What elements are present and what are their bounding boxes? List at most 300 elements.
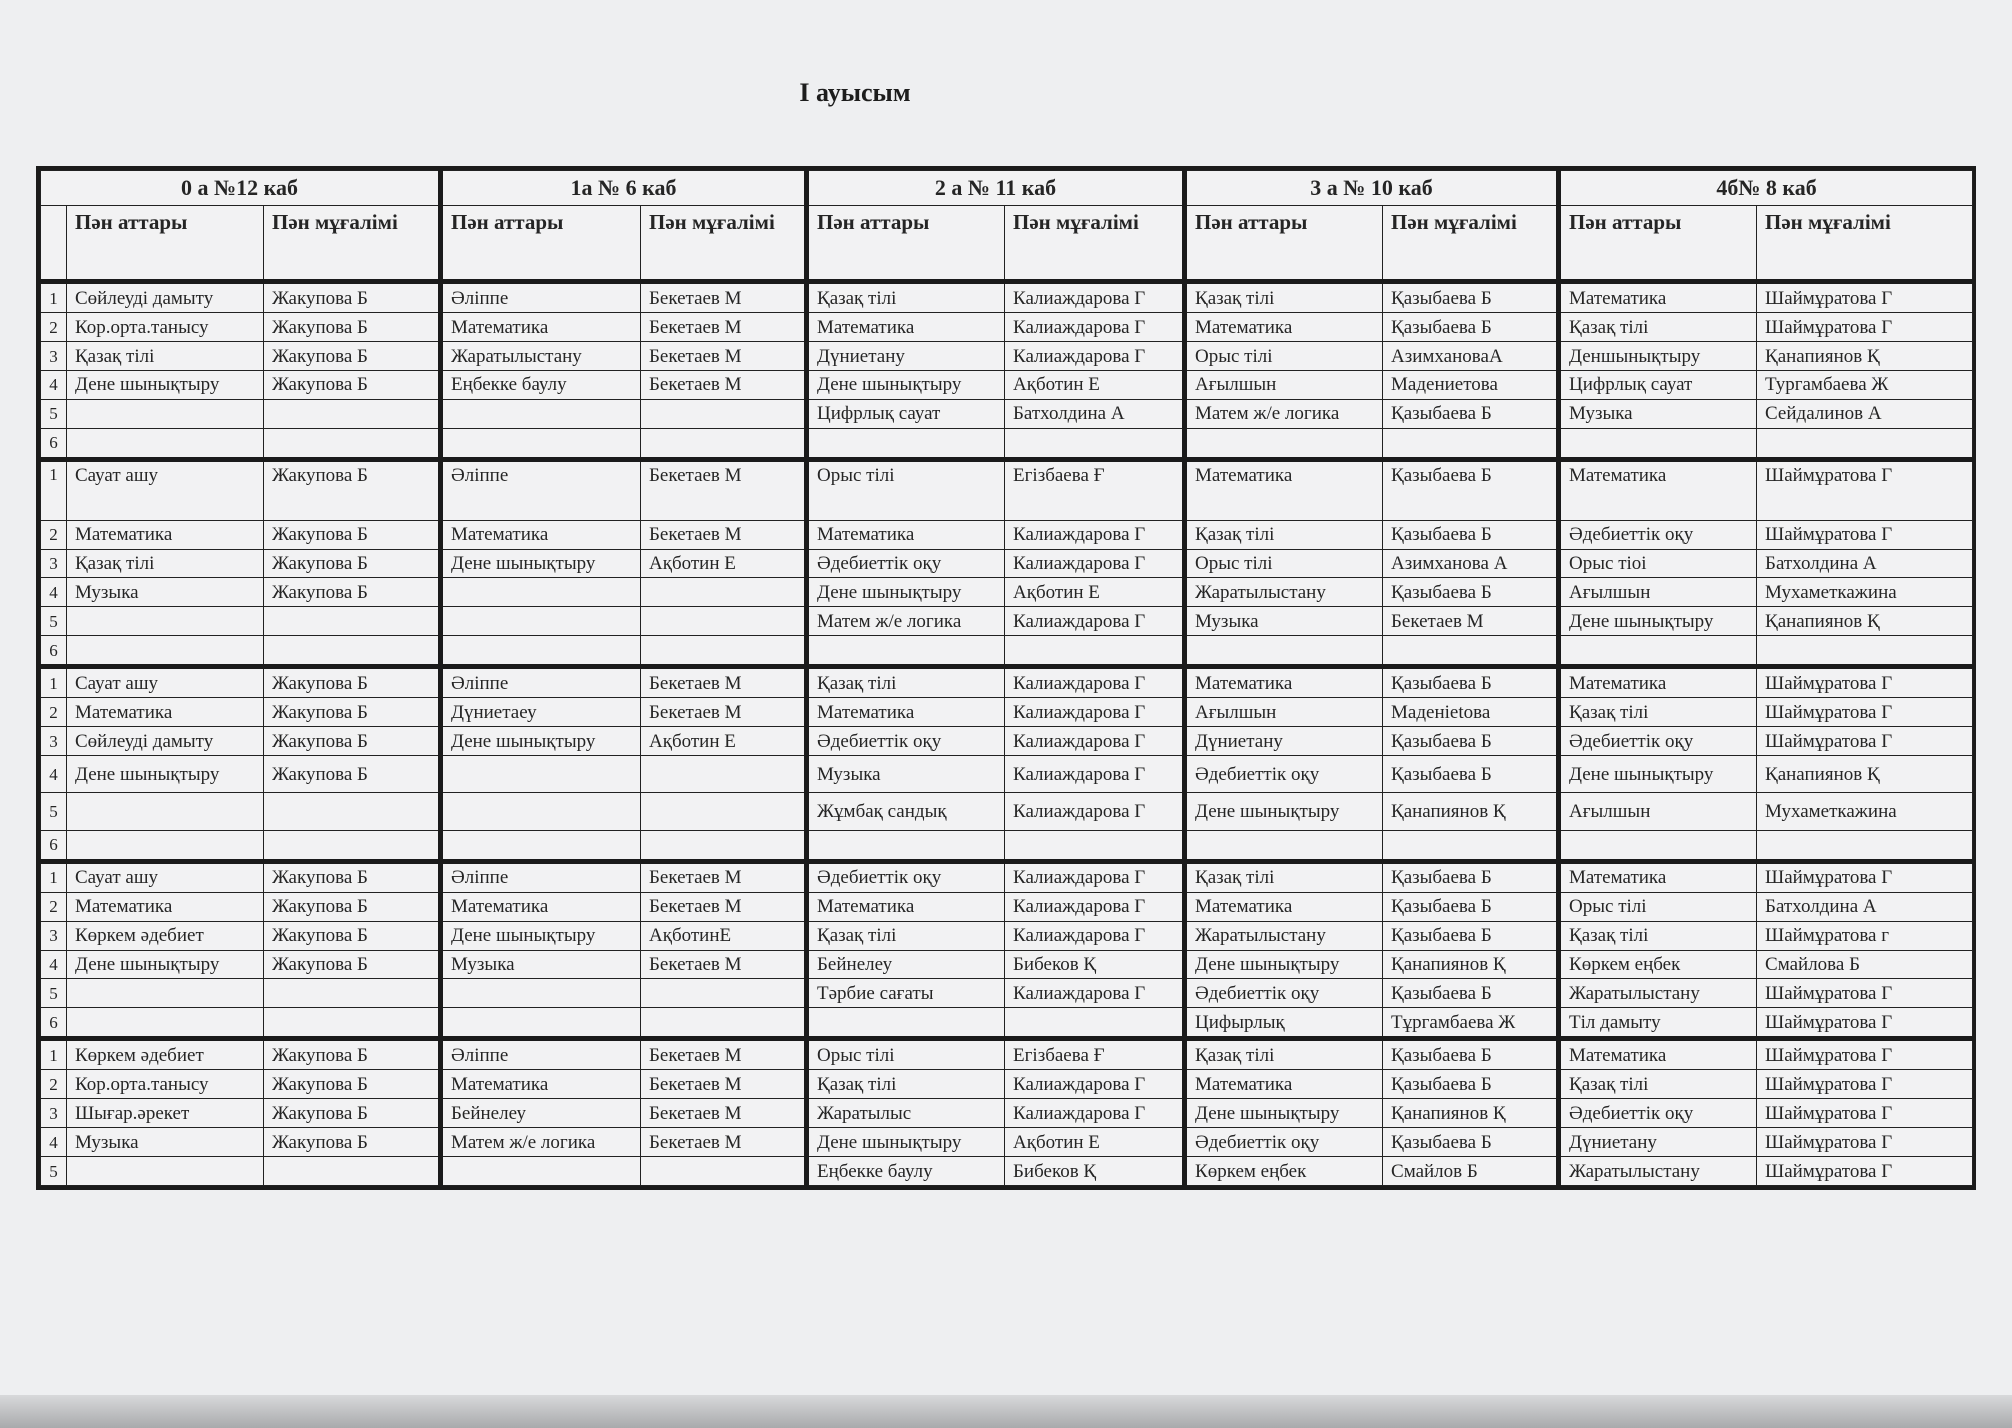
lesson-number: 4 [41, 950, 67, 979]
subject-cell: Қазақ тілі [1185, 520, 1383, 549]
teacher-cell [641, 399, 807, 428]
lesson-number: 4 [41, 1128, 67, 1157]
teacher-cell: Қазыбаева Б [1383, 459, 1559, 520]
subject-cell: Еңбекке баулу [807, 1157, 1005, 1186]
class-header: 4б№ 8 каб [1559, 171, 1973, 206]
subject-cell: Дене шынықтыру [67, 370, 264, 399]
teacher-cell: Қанапиянов Қ [1383, 793, 1559, 830]
subject-cell: Әліппе [441, 1039, 641, 1070]
subject-cell: Жұмбақ сандық [807, 793, 1005, 830]
teacher-cell [264, 1157, 441, 1186]
lesson-number: 5 [41, 1157, 67, 1186]
subject-cell: Математика [807, 698, 1005, 727]
subject-cell: Әдебиеттік оқу [1185, 979, 1383, 1008]
subject-cell: Көркем әдебиет [67, 1039, 264, 1070]
teacher-cell: Қазыбаева Б [1383, 979, 1559, 1008]
class-header-row [41, 171, 1973, 206]
lesson-number: 3 [41, 1099, 67, 1128]
timetable-grid [40, 170, 1973, 1186]
subject-cell [441, 830, 641, 861]
table-row [41, 1128, 1973, 1157]
teacher-cell: Шаймұратова Г [1757, 1128, 1973, 1157]
teacher-cell: Қанапиянов Қ [1383, 950, 1559, 979]
subject-cell [441, 636, 641, 667]
teacher-cell [641, 979, 807, 1008]
teacher-cell: Жакупова Б [264, 549, 441, 578]
subject-cell: Әдебиеттік оқу [1185, 1128, 1383, 1157]
teacher-cell: Калиаждарова Г [1005, 342, 1185, 371]
teacher-cell: Ақботин Е [641, 727, 807, 756]
subject-cell [807, 830, 1005, 861]
teacher-cell: Қазыбаева Б [1383, 520, 1559, 549]
teacher-cell: Жакупова Б [264, 950, 441, 979]
subject-cell: Сөйлеуді дамыту [67, 282, 264, 313]
lesson-number: 5 [41, 793, 67, 830]
subject-cell: Музыка [67, 578, 264, 607]
teacher-cell: Тұргамбаева Ж [1383, 1008, 1559, 1039]
subject-cell [441, 793, 641, 830]
teacher-cell [641, 830, 807, 861]
lesson-number: 3 [41, 921, 67, 950]
teacher-cell: Калиаждарова Г [1005, 979, 1185, 1008]
subject-cell: Музыка [1185, 607, 1383, 636]
subject-cell [807, 1008, 1005, 1039]
teacher-cell: Азимханова А [1383, 549, 1559, 578]
class-header: 0 а №12 каб [41, 171, 441, 206]
teacher-cell: Шаймұратова Г [1757, 520, 1973, 549]
subject-cell: Орыс тілі [1559, 892, 1757, 921]
lesson-number: 2 [41, 313, 67, 342]
teacher-cell: Шаймұратова г [1757, 921, 1973, 950]
teacher-cell: Калиаждарова Г [1005, 1099, 1185, 1128]
table-row [41, 921, 1973, 950]
teacher-cell: Жакупова Б [264, 698, 441, 727]
teacher-cell: Жакупова Б [264, 861, 441, 892]
teacher-cell: Батхолдина А [1757, 892, 1973, 921]
class-header: 3 а № 10 каб [1185, 171, 1559, 206]
teacher-cell: Қазыбаева Б [1383, 921, 1559, 950]
subject-cell: Қазақ тілі [1559, 313, 1757, 342]
table-row [41, 313, 1973, 342]
subject-cell: Қазақ тілі [1559, 921, 1757, 950]
teacher-cell: Жакупова Б [264, 282, 441, 313]
teacher-cell: Жакупова Б [264, 1070, 441, 1099]
teacher-cell: Калиаждарова Г [1005, 861, 1185, 892]
teacher-header: Пән мұғалімі [1005, 206, 1185, 282]
subject-cell: Ағылшын [1185, 370, 1383, 399]
subject-cell: Дене шынықтыру [807, 1128, 1005, 1157]
teacher-cell: Шаймұратова Г [1757, 459, 1973, 520]
teacher-cell: Қанапиянов Қ [1383, 1099, 1559, 1128]
subject-cell [441, 755, 641, 792]
table-row [41, 1157, 1973, 1186]
subject-cell: Математика [441, 892, 641, 921]
subject-header: Пән аттары [1185, 206, 1383, 282]
teacher-cell: Бекетаев М [641, 1099, 807, 1128]
subject-cell [441, 1008, 641, 1039]
lesson-number: 3 [41, 727, 67, 756]
subject-cell [441, 399, 641, 428]
teacher-cell: Бибеков Қ [1005, 1157, 1185, 1186]
subject-cell [67, 1157, 264, 1186]
lesson-number: 2 [41, 698, 67, 727]
subject-cell: Математика [1185, 459, 1383, 520]
subject-cell: Қазақ тілі [807, 921, 1005, 950]
table-row [41, 428, 1973, 459]
teacher-cell: Бекетаев М [641, 950, 807, 979]
teacher-cell: Қанапиянов Қ [1757, 342, 1973, 371]
subject-cell: Жаратылыс [807, 1099, 1005, 1128]
teacher-cell: Батхолдина А [1757, 549, 1973, 578]
class-header: 1а № 6 каб [441, 171, 807, 206]
teacher-cell: Жакупова Б [264, 755, 441, 792]
teacher-cell: Қазыбаева Б [1383, 1128, 1559, 1157]
teacher-cell: Мухаметкажина [1757, 578, 1973, 607]
teacher-cell: Қазыбаева Б [1383, 1039, 1559, 1070]
teacher-header: Пән мұғалімі [1757, 206, 1973, 282]
subject-cell: Көркем әдебиет [67, 921, 264, 950]
teacher-cell: Қазыбаева Б [1383, 667, 1559, 698]
subject-cell: Математика [1185, 1070, 1383, 1099]
teacher-cell: Бекетаев М [641, 313, 807, 342]
table-row [41, 950, 1973, 979]
teacher-header: Пән мұғалімі [641, 206, 807, 282]
teacher-cell [641, 636, 807, 667]
teacher-cell: Ақботин Е [1005, 370, 1185, 399]
table-row [41, 578, 1973, 607]
subject-cell: Көркем еңбек [1185, 1157, 1383, 1186]
teacher-cell: Бекетаев М [641, 1070, 807, 1099]
subject-cell: Әліппе [441, 459, 641, 520]
table-row [41, 979, 1973, 1008]
subject-cell: Деншынықтыру [1559, 342, 1757, 371]
subject-cell: Дене шынықтыру [441, 921, 641, 950]
teacher-cell: Қазыбаева Б [1383, 313, 1559, 342]
lesson-number: 1 [41, 282, 67, 313]
teacher-cell: Мухаметкажина [1757, 793, 1973, 830]
lesson-number: 1 [41, 1039, 67, 1070]
subject-cell [67, 399, 264, 428]
teacher-cell: Бекетаев М [641, 892, 807, 921]
subject-cell [67, 636, 264, 667]
subject-cell: Музыка [67, 1128, 264, 1157]
teacher-cell: Шаймұратова Г [1757, 1008, 1973, 1039]
subject-cell: Матем ж/е логика [441, 1128, 641, 1157]
teacher-cell [1383, 636, 1559, 667]
subject-cell: Қазақ тілі [1185, 861, 1383, 892]
subject-cell [67, 793, 264, 830]
subject-cell: Дүниетану [807, 342, 1005, 371]
teacher-cell [641, 1008, 807, 1039]
teacher-cell [264, 428, 441, 459]
teacher-cell: Жакупова Б [264, 459, 441, 520]
teacher-cell: Бекетаев М [641, 1128, 807, 1157]
teacher-cell: Шаймұратова Г [1757, 1039, 1973, 1070]
lesson-number: 2 [41, 520, 67, 549]
subject-cell: Әдебиеттік оқу [1559, 520, 1757, 549]
teacher-cell [1383, 428, 1559, 459]
teacher-cell: Қанапиянов Қ [1757, 607, 1973, 636]
teacher-cell [641, 793, 807, 830]
subject-cell: Матем ж/е логика [807, 607, 1005, 636]
teacher-cell: Жакупова Б [264, 1039, 441, 1070]
teacher-cell: Қазыбаева Б [1383, 1070, 1559, 1099]
subject-cell: Дене шынықтыру [441, 549, 641, 578]
table-row [41, 636, 1973, 667]
lesson-number: 3 [41, 549, 67, 578]
teacher-cell [1757, 636, 1973, 667]
subject-cell [1559, 636, 1757, 667]
subject-cell: Қазақ тілі [807, 667, 1005, 698]
subject-header: Пән аттары [441, 206, 641, 282]
teacher-cell: Жакупова Б [264, 667, 441, 698]
subject-cell: Жаратылыстану [1185, 578, 1383, 607]
subject-cell: Жаратылыстану [1559, 1157, 1757, 1186]
subject-cell: Дене шынықтыру [1185, 793, 1383, 830]
teacher-cell: Калиаждарова Г [1005, 698, 1185, 727]
subject-cell: Қазақ тілі [1559, 698, 1757, 727]
teacher-cell: Шаймұратова Г [1757, 861, 1973, 892]
subject-cell: Математика [1559, 667, 1757, 698]
table-row [41, 399, 1973, 428]
teacher-cell [641, 607, 807, 636]
lesson-number: 3 [41, 342, 67, 371]
teacher-cell: Бекетаев М [641, 861, 807, 892]
subject-cell: Математика [67, 520, 264, 549]
teacher-cell: Батхолдина А [1005, 399, 1185, 428]
lesson-number: 4 [41, 755, 67, 792]
subject-cell: Математика [1559, 282, 1757, 313]
teacher-cell [264, 830, 441, 861]
table-row [41, 1039, 1973, 1070]
teacher-cell: Бекетаев М [641, 698, 807, 727]
teacher-cell: Жакупова Б [264, 1128, 441, 1157]
subject-cell [441, 979, 641, 1008]
teacher-cell: Шаймұратова Г [1757, 727, 1973, 756]
table-row [41, 830, 1973, 861]
subject-cell: Қазақ тілі [1185, 282, 1383, 313]
teacher-cell [641, 755, 807, 792]
teacher-cell: Калиаждарова Г [1005, 549, 1185, 578]
table-row [41, 1070, 1973, 1099]
subject-cell: Қазақ тілі [1185, 1039, 1383, 1070]
subject-cell: Еңбекке баулу [441, 370, 641, 399]
subject-cell: Математика [807, 892, 1005, 921]
subject-cell: Цифрлық сауат [1559, 370, 1757, 399]
teacher-cell: Маденietова [1383, 698, 1559, 727]
table-row [41, 520, 1973, 549]
subject-cell: Жаратылыстану [1185, 921, 1383, 950]
subject-cell: Орыс тілі [1185, 549, 1383, 578]
teacher-cell: Жакупова Б [264, 892, 441, 921]
teacher-cell: Жакупова Б [264, 578, 441, 607]
subject-cell [441, 578, 641, 607]
teacher-cell: Шаймұратова Г [1757, 1070, 1973, 1099]
subject-cell: Шығар.әрекет [67, 1099, 264, 1128]
subject-cell: Әдебиеттік оқу [1185, 755, 1383, 792]
subject-cell: Дене шынықтыру [67, 950, 264, 979]
subject-cell: Тіл дамыту [1559, 1008, 1757, 1039]
subject-cell: Дене шынықтыру [1559, 755, 1757, 792]
teacher-cell: Ақботин Е [1005, 578, 1185, 607]
subject-cell: Қазақ тілі [67, 549, 264, 578]
lesson-number: 6 [41, 830, 67, 861]
table-row [41, 607, 1973, 636]
subject-cell: Математика [1185, 667, 1383, 698]
subject-cell: Әдебиеттік оқу [1559, 727, 1757, 756]
subject-cell: Әдебиеттік оқу [1559, 1099, 1757, 1128]
subject-header: Пән аттары [1559, 206, 1757, 282]
subject-cell: Сауат ашу [67, 667, 264, 698]
subject-cell: Көркем еңбек [1559, 950, 1757, 979]
subject-cell: Әліппе [441, 667, 641, 698]
teacher-cell: Қазыбаева Б [1383, 861, 1559, 892]
lesson-number: 6 [41, 636, 67, 667]
subject-cell: Сөйлеуді дамыту [67, 727, 264, 756]
teacher-cell: Бекетаев М [641, 342, 807, 371]
teacher-cell: Шаймұратова Г [1757, 667, 1973, 698]
lesson-number: 1 [41, 861, 67, 892]
subject-cell: Музыка [807, 755, 1005, 792]
subject-cell [1185, 830, 1383, 861]
table-row [41, 727, 1973, 756]
table-row [41, 1099, 1973, 1128]
subject-cell: Әдебиеттік оқу [807, 549, 1005, 578]
subject-cell: Әдебиеттік оқу [807, 727, 1005, 756]
subject-cell [67, 607, 264, 636]
teacher-cell [1005, 428, 1185, 459]
teacher-cell [1757, 830, 1973, 861]
lesson-number: 2 [41, 892, 67, 921]
table-row [41, 282, 1973, 313]
subject-cell [67, 1008, 264, 1039]
teacher-cell: Бекетаев М [641, 520, 807, 549]
subject-cell: Ағылшын [1559, 578, 1757, 607]
teacher-cell [641, 428, 807, 459]
subject-cell: Бейнелеу [441, 1099, 641, 1128]
teacher-cell: АзимхановаА [1383, 342, 1559, 371]
subject-cell: Орыс тілі [807, 459, 1005, 520]
subject-cell: Дене шынықтыру [807, 578, 1005, 607]
subject-cell [67, 979, 264, 1008]
teacher-cell [1757, 428, 1973, 459]
subject-cell: Ағылшын [1185, 698, 1383, 727]
teacher-cell: Калиаждарова Г [1005, 313, 1185, 342]
teacher-cell: Бекетаев М [1383, 607, 1559, 636]
teacher-cell: Қазыбаева Б [1383, 578, 1559, 607]
subject-cell [67, 830, 264, 861]
subject-cell [807, 428, 1005, 459]
teacher-cell: Калиаждарова Г [1005, 892, 1185, 921]
teacher-cell: Калиаждарова Г [1005, 282, 1185, 313]
subject-cell: Қазақ тілі [807, 282, 1005, 313]
teacher-cell: Сейдалинов А [1757, 399, 1973, 428]
teacher-cell [641, 578, 807, 607]
column-header-row [41, 206, 1973, 282]
subject-cell: Дене шынықтыру [1185, 1099, 1383, 1128]
subject-cell: Әліппе [441, 861, 641, 892]
table-row [41, 667, 1973, 698]
teacher-cell: Калиаждарова Г [1005, 921, 1185, 950]
subject-cell: Ағылшын [1559, 793, 1757, 830]
subject-cell: Дүниетану [1185, 727, 1383, 756]
teacher-cell: Ақботин Е [1005, 1128, 1185, 1157]
subject-cell: Дене шынықтыру [1559, 607, 1757, 636]
subject-header: Пән аттары [807, 206, 1005, 282]
teacher-cell: Шаймұратова Г [1757, 313, 1973, 342]
teacher-cell: Қазыбаева Б [1383, 892, 1559, 921]
teacher-cell: Смайлов Б [1383, 1157, 1559, 1186]
table-row [41, 698, 1973, 727]
subject-cell: Орыс тіоі [1559, 549, 1757, 578]
subject-cell: Сауат ашу [67, 459, 264, 520]
subject-cell: Математика [807, 520, 1005, 549]
page-title: I ауысым [799, 78, 911, 107]
teacher-cell: Калиаждарова Г [1005, 793, 1185, 830]
subject-cell: Цифырлық [1185, 1008, 1383, 1039]
subject-cell: Математика [441, 1070, 641, 1099]
lesson-number: 5 [41, 979, 67, 1008]
subject-cell: Дүниетану [1559, 1128, 1757, 1157]
subject-cell: Математика [1559, 1039, 1757, 1070]
table-row [41, 549, 1973, 578]
subject-cell: Математика [441, 520, 641, 549]
subject-cell: Математика [441, 313, 641, 342]
subject-cell: Қазақ тілі [1559, 1070, 1757, 1099]
number-header [41, 206, 67, 282]
subject-cell: Кор.орта.танысу [67, 1070, 264, 1099]
subject-cell [807, 636, 1005, 667]
subject-cell: Дене шынықтыру [67, 755, 264, 792]
table-row [41, 459, 1973, 520]
teacher-cell: Жакупова Б [264, 520, 441, 549]
subject-cell [441, 1157, 641, 1186]
lesson-number: 6 [41, 1008, 67, 1039]
table-row [41, 1008, 1973, 1039]
subject-cell: Цифрлық сауат [807, 399, 1005, 428]
teacher-cell: Қазыбаева Б [1383, 755, 1559, 792]
teacher-cell: Мадениетова [1383, 370, 1559, 399]
teacher-cell: Бекетаев М [641, 370, 807, 399]
subject-cell: Музыка [1559, 399, 1757, 428]
teacher-cell [264, 399, 441, 428]
teacher-cell [1005, 636, 1185, 667]
subject-header: Пән аттары [67, 206, 264, 282]
lesson-number: 2 [41, 1070, 67, 1099]
teacher-cell: Калиаждарова Г [1005, 607, 1185, 636]
subject-cell: Математика [1185, 313, 1383, 342]
subject-cell: Математика [67, 698, 264, 727]
lesson-number: 1 [41, 667, 67, 698]
teacher-cell [264, 636, 441, 667]
teacher-cell: Калиаждарова Г [1005, 1070, 1185, 1099]
table-row [41, 342, 1973, 371]
teacher-cell: Жакупова Б [264, 921, 441, 950]
subject-cell: Математика [807, 313, 1005, 342]
table-row [41, 755, 1973, 792]
timetable [36, 166, 1976, 1190]
teacher-cell: Шаймұратова Г [1757, 698, 1973, 727]
teacher-cell [264, 793, 441, 830]
teacher-cell: АқботинЕ [641, 921, 807, 950]
teacher-cell: Шаймұратова Г [1757, 1157, 1973, 1186]
table-row [41, 370, 1973, 399]
teacher-cell: Шаймұратова Г [1757, 282, 1973, 313]
subject-cell [1185, 636, 1383, 667]
teacher-cell: Шаймұратова Г [1757, 1099, 1973, 1128]
subject-cell: Әліппе [441, 282, 641, 313]
subject-cell: Қазақ тілі [67, 342, 264, 371]
